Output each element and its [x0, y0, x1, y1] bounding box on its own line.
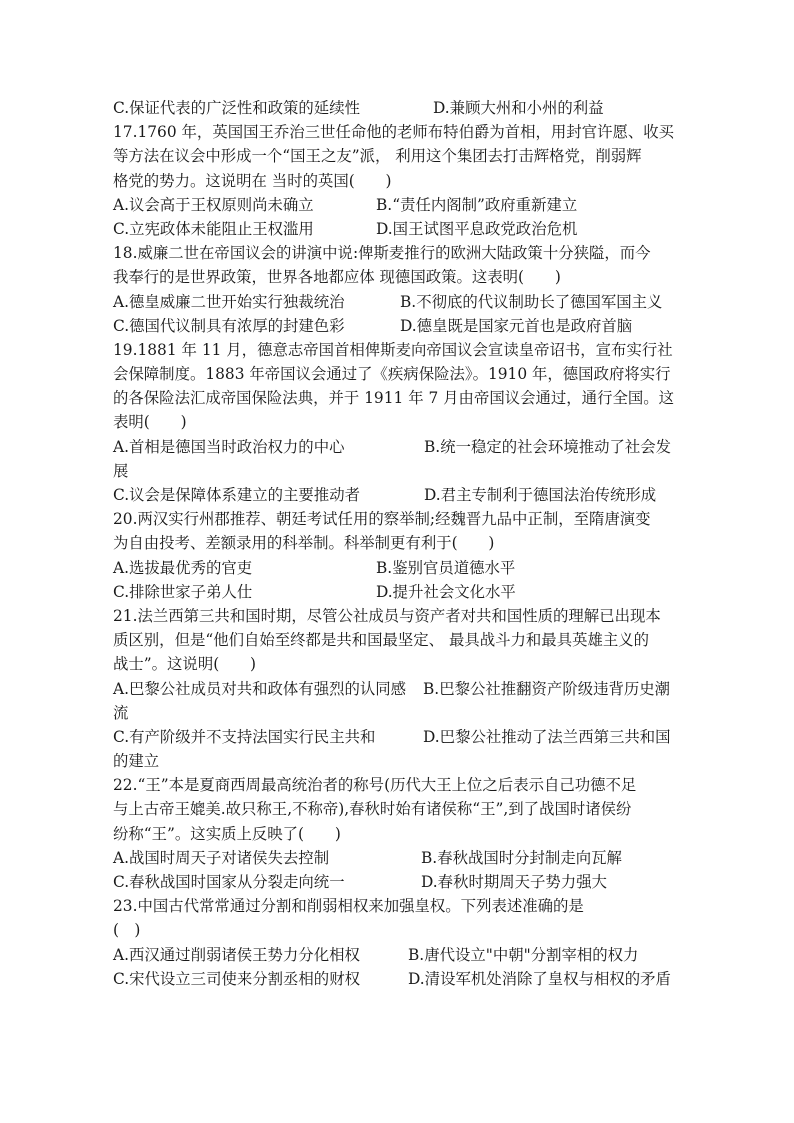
stem-line: 格党的势力。这说明在 当时的英国( )	[113, 171, 392, 190]
option-a: A.首相是德国当时政治权力的中心	[113, 437, 345, 456]
option-d: D.国王试图平息政党政治危机	[376, 219, 578, 238]
option-d: D.德皇既是国家元首也是政府首脑	[400, 316, 633, 335]
option-b: B.鉴别官员道德水平	[376, 558, 516, 577]
option-c: C.排除世家子弟人仕	[113, 582, 253, 601]
stem-line: ( )	[113, 921, 141, 940]
stem-line: 表明( )	[113, 413, 187, 432]
option-row	[113, 580, 688, 604]
option-row	[113, 193, 688, 217]
option-row	[113, 677, 688, 701]
stem-line: 19.1881 年 11 月，德意志帝国首相俾斯麦向帝国议会宣读皇帝诏书，宣布实行社	[113, 340, 673, 359]
question-21	[113, 604, 688, 773]
option-c: C.议会是保障体系建立的主要推动者	[113, 486, 360, 504]
option-row	[113, 725, 688, 749]
option-d: D.提升社会文化水平	[376, 582, 516, 601]
stem-line: 21.法兰西第三共和国时期，尽管公社成员与资产者对共和国性质的理解已出现本	[113, 606, 661, 625]
stem-line: 18.威廉二世在帝国议会的讲演中说:俾斯麦推行的欧洲大陆政策十分狭隘，而今	[113, 244, 651, 263]
option-c: C.春秋战国时国家从分裂走向统一	[113, 873, 345, 891]
stem-line: 20.两汉实行州郡推荐、朝廷考试任用的察举制;经魏晋九品中正制，至隋唐演变	[113, 510, 651, 529]
stem-line: 纷称“王”。这实质上反映了( )	[113, 824, 341, 843]
option-d: D.兼顾大州和小州的利益	[433, 99, 604, 117]
option-wrap: 展	[113, 461, 129, 480]
option-d: D.巴黎公社推动了法兰西第三共和国	[423, 727, 671, 746]
option-d: D.春秋时期周天子势力强大	[421, 873, 607, 891]
option-a: A.巴黎公社成员对共和政体有强烈的认同感	[113, 679, 407, 698]
question-22	[113, 773, 688, 894]
stem-line: 的各保险法汇成帝国保险法典，并于 1911 年 7 月由帝国议会通过，通行全国。这	[113, 389, 675, 408]
question-23	[113, 894, 688, 991]
option-b: B.春秋战国时分封制走向瓦解	[421, 848, 622, 867]
option-c: C.宋代设立三司使来分割丞相的财权	[113, 969, 360, 988]
option-d: D.清设军机处消除了皇权与相权的矛盾	[408, 969, 671, 988]
option-b: B.不彻底的代议制助长了德国军国主义	[400, 292, 663, 311]
option-a: A.德皇威廉二世开始实行独裁统治	[113, 292, 345, 311]
option-row	[113, 217, 688, 241]
option-b: B.巴黎公社推翻资产阶级违背历史潮	[423, 679, 671, 698]
option-b: B.“责任内阁制”政府重新建立	[376, 195, 578, 214]
stem-line: 17.1760 年，英国国王乔治三世任命他的老师布特伯爵为首相，用封官许愿、收买	[113, 123, 675, 142]
option-row	[113, 314, 688, 338]
option-row	[113, 435, 688, 459]
option-row	[113, 556, 688, 580]
option-row	[113, 290, 688, 314]
option-d: D.君主专制利于德国法治传统形成	[424, 486, 657, 504]
stem-line: 22.“王”本是夏商西周最高统治者的称号(历代大王上位之后表示自己功德不足	[113, 776, 637, 795]
option-b: B.统一稳定的社会环境推动了社会发	[424, 437, 672, 456]
option-row	[113, 967, 688, 991]
stem-line: 等方法在议会中形成一个“国王之友”派， 利用这个集团去打击辉格党，削弱辉	[113, 147, 642, 166]
stem-line: 质区别，但是“他们自始至终都是共和国最坚定、 最具战斗力和最具英雄主义的	[113, 631, 650, 650]
option-row	[113, 870, 688, 894]
option-c: C.有产阶级并不支持法国实行民主共和	[113, 727, 376, 746]
option-wrap: 流	[113, 703, 129, 722]
stem-line: 战士”。这说明( )	[113, 655, 257, 674]
option-c: C.德国代议制具有浓厚的封建色彩	[113, 316, 345, 335]
stem-line: 会保障制度。1883 年帝国议会通过了《疾病保险法》。1910 年，德国政府将实行	[113, 365, 671, 384]
option-row	[113, 96, 688, 120]
stem-line: 与上古帝王媲美.故只称王,不称帝),春秋时始有诸侯称“王”,到了战国时诸侯纷	[113, 800, 632, 819]
option-wrap: 的建立	[113, 752, 160, 771]
stem-line: 23.中国古代常常通过分割和削弱相权来加强皇权。下列表述准确的是	[113, 897, 584, 916]
option-row	[113, 483, 688, 507]
option-a: A.议会高于王权原则尚未确立	[113, 195, 314, 214]
option-row	[113, 943, 688, 967]
option-c: C.立宪政体未能阻止王权滥用	[113, 219, 314, 238]
option-a: A.选拔最优秀的官吏	[113, 558, 253, 577]
option-c: C.保证代表的广泛性和政策的延续性	[113, 99, 360, 117]
question-content	[113, 96, 688, 991]
question-20	[113, 507, 688, 604]
option-b: B.唐代设立"中朝"分割宰相的权力	[408, 945, 639, 964]
question-19	[113, 338, 688, 507]
stem-line: 为自由投考、差额录用的科举制。科举制更有利于( )	[113, 534, 495, 553]
stem-line: 我奉行的是世界政策，世界各地都应体 现德国政策。这表明( )	[113, 268, 561, 287]
question-17	[113, 120, 688, 241]
option-a: A.战国时周天子对诸侯失去控制	[113, 848, 330, 867]
option-row	[113, 846, 688, 870]
question-18	[113, 241, 688, 338]
option-a: A.西汉通过削弱诸侯王势力分化相权	[113, 945, 360, 964]
